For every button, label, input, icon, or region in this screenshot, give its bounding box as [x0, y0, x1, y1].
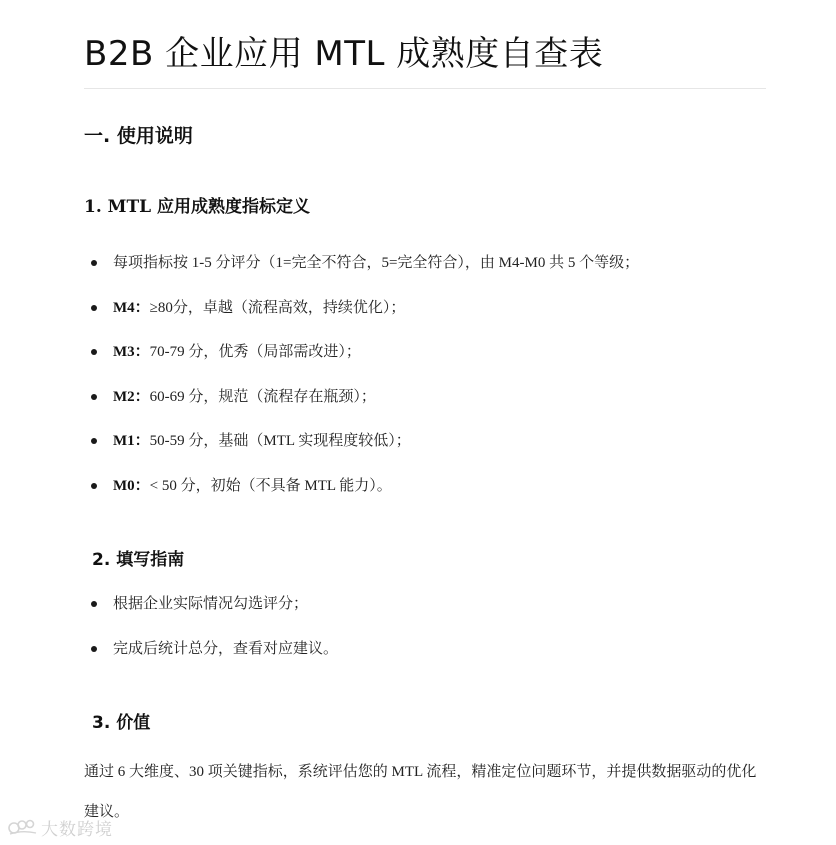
subsection-heading-value: 3. 价值 — [92, 713, 151, 733]
section-heading-usage: 一. 使用说明 — [84, 125, 193, 147]
bullet-icon — [91, 394, 97, 400]
watermark-text: 大数跨境 — [41, 819, 113, 840]
item-text: 70-79 分，优秀（局部需改进）； — [149, 344, 361, 361]
level-label-m0: M0： — [113, 477, 150, 494]
document-page — [84, 0, 766, 820]
bullet-icon — [91, 349, 97, 355]
item-text: 完成后统计总分，查看对应建议。 — [113, 640, 339, 657]
document-title: B2B 企业应用 MTL 成熟度自查表 — [84, 34, 604, 74]
bullet-icon — [91, 601, 97, 607]
item-text: 60-69 分，规范（流程存在瓶颈）； — [149, 388, 376, 405]
definition-list — [84, 252, 639, 520]
guide-list — [84, 593, 338, 682]
bullet-icon — [91, 438, 97, 444]
list-item — [84, 638, 338, 683]
bullet-icon — [91, 260, 97, 266]
item-text: 50-59 分，基础（MTL 实现程度较低）； — [149, 433, 411, 450]
bullet-icon — [91, 483, 97, 489]
list-item — [84, 430, 639, 475]
level-label-m1: M1： — [113, 433, 150, 450]
bullet-icon — [91, 646, 97, 652]
subsection-heading-guide: 2. 填写指南 — [92, 550, 185, 570]
level-label-m2: M2： — [113, 388, 150, 405]
item-text: 每项指标按 1-5 分评分（1=完全不符合，5=完全符合），由 M4-M0 共 5 个等级； — [113, 255, 640, 271]
list-item — [84, 593, 338, 638]
list-item — [84, 341, 639, 386]
level-label-m3: M3： — [113, 344, 150, 361]
item-text: ≥80分，卓越（流程高效，持续优化）； — [149, 299, 406, 316]
title-divider — [84, 88, 766, 89]
level-label-m4: M4： — [113, 299, 150, 316]
list-item — [84, 297, 639, 342]
list-item — [84, 386, 639, 431]
item-text: < 50 分，初始（不具备 MTL 能力）。 — [149, 477, 392, 494]
list-item — [84, 475, 639, 520]
item-text: 根据企业实际情况勾选评分； — [113, 596, 309, 612]
brand-logo-icon — [8, 818, 38, 836]
value-paragraph: 通过 6 大维度、30 项关键指标，系统评估您的 MTL 流程，精准定位问题环节，并提供数据驱动的优化建议。 — [84, 764, 757, 820]
bullet-icon — [91, 305, 97, 311]
watermark — [8, 816, 113, 838]
list-item — [84, 252, 639, 297]
subsection-heading-definition: 1. MTL 应用成熟度指标定义 — [84, 197, 311, 217]
